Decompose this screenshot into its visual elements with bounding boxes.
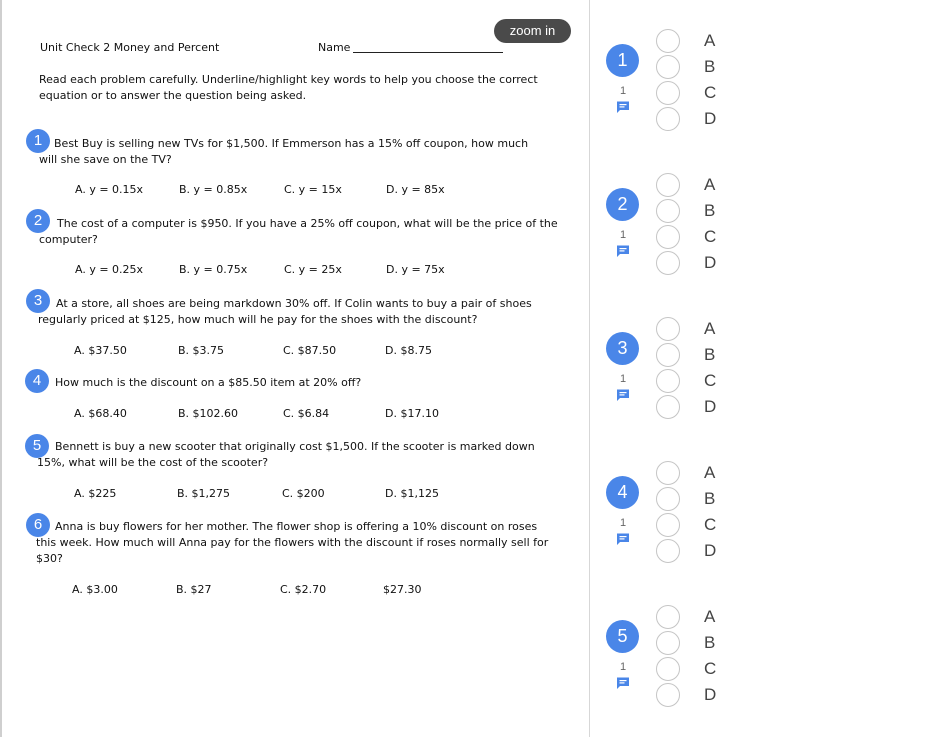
- name-label: Name: [318, 41, 351, 54]
- comment-count: 1: [619, 373, 627, 385]
- comment-icon[interactable]: [616, 244, 630, 258]
- question-number-3: 3: [606, 332, 639, 365]
- question-1-option-c: C. y = 15x: [284, 183, 342, 196]
- question-4-option-a: A. $68.40: [74, 407, 127, 420]
- choice-label-a: A: [704, 31, 716, 50]
- radio-option-c[interactable]: [656, 657, 680, 681]
- radio-option-b[interactable]: [656, 487, 680, 511]
- choice-label-c: C: [704, 659, 717, 678]
- question-1-option-a: A. y = 0.15x: [75, 183, 144, 196]
- worksheet-instructions: Read each problem carefully. Underline/highlight key words to help you choose the correct equation or to answer the question being asked.: [39, 73, 538, 102]
- question-number-2: 2: [606, 188, 639, 221]
- choice-label-d: D: [704, 685, 717, 704]
- question-marker-1: 1: [26, 129, 50, 153]
- radio-option-d[interactable]: [656, 395, 680, 419]
- choice-label-b: B: [704, 633, 716, 652]
- question-marker-4: 4: [25, 369, 49, 393]
- radio-option-b[interactable]: [656, 343, 680, 367]
- question-2-option-a: A. y = 0.25x: [75, 263, 144, 276]
- name-line: [353, 52, 503, 53]
- radio-option-b[interactable]: [656, 55, 680, 79]
- radio-option-a[interactable]: [656, 605, 680, 629]
- radio-option-c[interactable]: [656, 81, 680, 105]
- radio-option-d[interactable]: [656, 107, 680, 131]
- answer-group-2: [591, 174, 948, 284]
- question-text-5: Bennett is buy a new scooter that originally cost $1,500. If the scooter is marked down 15%, what will be the cost of the scooter?: [37, 440, 535, 469]
- choice-label-b: B: [704, 489, 716, 508]
- zoom-in-button[interactable]: zoom in: [494, 19, 571, 43]
- comment-count: 1: [619, 517, 627, 529]
- question-2-option-d: D. y = 75x: [386, 263, 445, 276]
- question-6-option-d: $27.30: [383, 583, 422, 596]
- worksheet-title: Unit Check 2 Money and Percent: [40, 41, 220, 54]
- choice-label-c: C: [704, 371, 717, 390]
- question-4-option-c: C. $6.84: [283, 407, 330, 420]
- question-5-option-c: C. $200: [282, 487, 325, 500]
- question-marker-5: 5: [25, 434, 49, 458]
- question-text-6: Anna is buy flowers for her mother. The flower shop is offering a 10% discount on roses this week. How much will Anna pay for the flowers with the discount if roses normally sell for $30?: [36, 520, 549, 565]
- question-6-option-b: B. $27: [176, 583, 212, 596]
- answer-panel: [591, 0, 948, 737]
- question-6-option-c: C. $2.70: [280, 583, 327, 596]
- choice-label-a: A: [704, 463, 716, 482]
- question-3-option-b: B. $3.75: [178, 344, 225, 357]
- choice-label-a: A: [704, 319, 716, 338]
- question-3-option-d: D. $8.75: [385, 344, 432, 357]
- question-text-1: Best Buy is selling new TVs for $1,500. If Emmerson has a 15% off coupon, how much will she save on the TV?: [39, 137, 529, 166]
- radio-option-c[interactable]: [656, 513, 680, 537]
- question-4-option-d: D. $17.10: [385, 407, 439, 420]
- question-text-2: The cost of a computer is $950. If you have a 25% off coupon, what will be the price of the computer?: [39, 217, 558, 246]
- question-number-4: 4: [606, 476, 639, 509]
- choice-label-a: A: [704, 607, 716, 626]
- choice-label-b: B: [704, 57, 716, 76]
- radio-option-a[interactable]: [656, 461, 680, 485]
- question-2-option-c: C. y = 25x: [284, 263, 342, 276]
- question-4-option-b: B. $102.60: [178, 407, 239, 420]
- question-5-option-d: D. $1,125: [385, 487, 439, 500]
- radio-option-d[interactable]: [656, 251, 680, 275]
- radio-option-a[interactable]: [656, 173, 680, 197]
- answer-group-3: [591, 318, 948, 428]
- choice-label-d: D: [704, 397, 717, 416]
- radio-option-d[interactable]: [656, 683, 680, 707]
- question-marker-6: 6: [26, 513, 50, 537]
- question-5-option-a: A. $225: [74, 487, 117, 500]
- choice-label-c: C: [704, 227, 717, 246]
- comment-count: 1: [619, 85, 627, 97]
- question-text-3: At a store, all shoes are being markdown 30% off. If Colin wants to buy a pair of shoes regularly priced at $125, how much will he pay for the shoes with the discount?: [38, 297, 532, 326]
- comment-count: 1: [619, 661, 627, 673]
- choice-label-b: B: [704, 345, 716, 364]
- answer-group-5: [591, 606, 948, 716]
- question-marker-3: 3: [26, 289, 50, 313]
- radio-option-b[interactable]: [656, 199, 680, 223]
- choice-label-c: C: [704, 83, 717, 102]
- question-6-option-a: A. $3.00: [72, 583, 118, 596]
- comment-icon[interactable]: [616, 100, 630, 114]
- question-text-4: How much is the discount on a $85.50 item at 20% off?: [55, 376, 362, 389]
- radio-option-d[interactable]: [656, 539, 680, 563]
- radio-option-c[interactable]: [656, 225, 680, 249]
- comment-icon[interactable]: [616, 676, 630, 690]
- answer-group-4: [591, 462, 948, 572]
- comment-icon[interactable]: [616, 532, 630, 546]
- choice-label-d: D: [704, 253, 717, 272]
- question-3-option-c: C. $87.50: [283, 344, 337, 357]
- question-1-option-d: D. y = 85x: [386, 183, 445, 196]
- comment-count: 1: [619, 229, 627, 241]
- question-1-option-b: B. y = 0.85x: [179, 183, 248, 196]
- worksheet-page: [2, 0, 592, 737]
- radio-option-c[interactable]: [656, 369, 680, 393]
- question-2-option-b: B. y = 0.75x: [179, 263, 248, 276]
- choice-label-c: C: [704, 515, 717, 534]
- question-5-option-b: B. $1,275: [177, 487, 231, 500]
- choice-label-d: D: [704, 541, 717, 560]
- choice-label-a: A: [704, 175, 716, 194]
- question-number-5: 5: [606, 620, 639, 653]
- question-marker-2: 2: [26, 209, 50, 233]
- answer-group-1: [591, 30, 948, 140]
- question-3-option-a: A. $37.50: [74, 344, 127, 357]
- radio-option-a[interactable]: [656, 29, 680, 53]
- radio-option-a[interactable]: [656, 317, 680, 341]
- choice-label-b: B: [704, 201, 716, 220]
- choice-label-d: D: [704, 109, 717, 128]
- question-number-1: 1: [606, 44, 639, 77]
- comment-icon[interactable]: [616, 388, 630, 402]
- radio-option-b[interactable]: [656, 631, 680, 655]
